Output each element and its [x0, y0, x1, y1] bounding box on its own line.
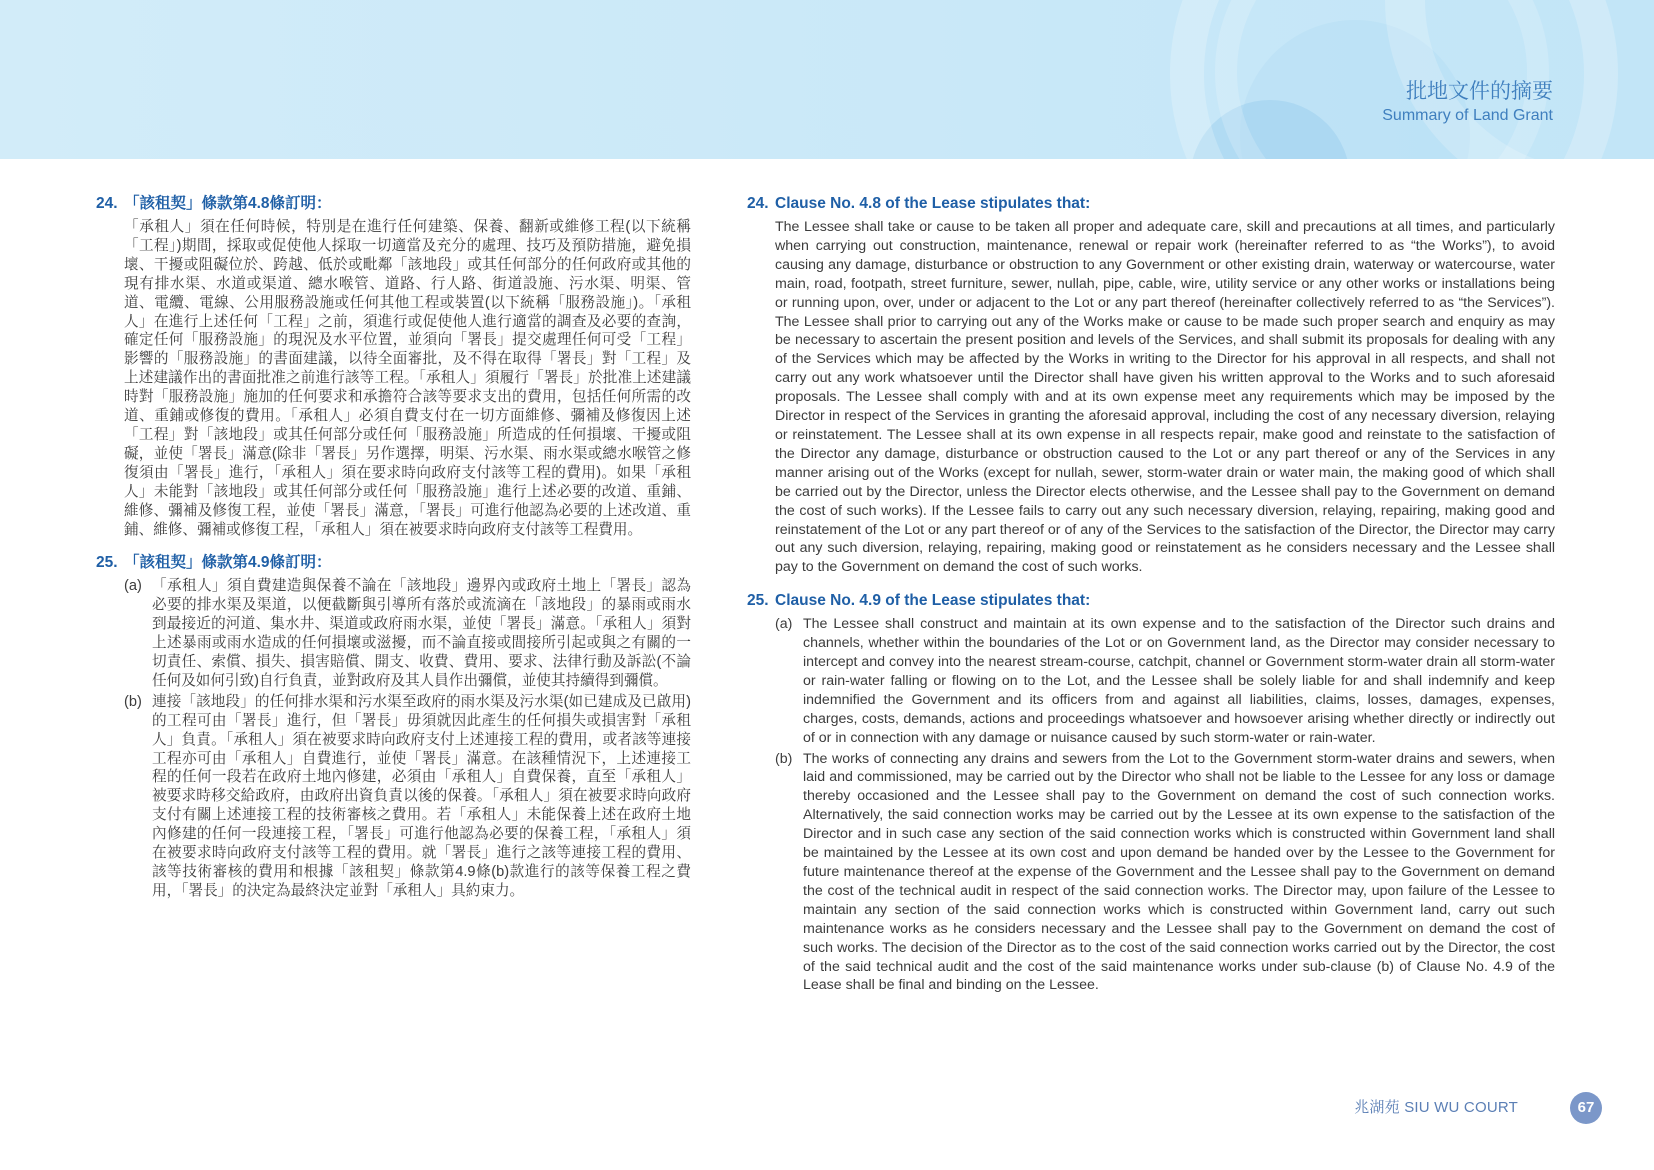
subclause-text: 「承租人」須自費建造與保養不論在「該地段」邊界內或政府土地上「署長」認為必要的排水渠及渠道，以便截斷與引導所有落於或流滴在「該地段」的暴雨或雨水到最接近的河道、集水井、渠道或政府雨水渠，並使「署長」滿意。「承租人」須對上述暴雨或雨水造成的任何損壞或滋擾，而不論直接或間接所引起或與之有關的一切責任、索償、損失、損害賠償、開支、收費、費用、要求、法律行動及訴訟(不論任何及如何引致)自行負責，並對政府及其人員作出彌償，並使其持續得到彌償。: [152, 578, 691, 689]
subclause-label: (b): [124, 693, 142, 710]
subclause-b-en: [775, 750, 1555, 996]
section-heading-25-zh: [96, 553, 691, 573]
page-number-badge: 67: [1570, 1092, 1602, 1124]
subclause-text: The Lessee shall construct and maintain at its own expense and to the satisfaction of the Director such drains and channels, whether within the boundaries of the Lot or on Government land, as the Director may consider necessary to intercept and convey into the nearest stream-course, catchpit, channel or Government storm-water drain all storm-water or rain-water falling or flowing on to the Lot, and the Lessee shall be solely liable for and shall indemnify and keep indemnified the Government and its officers from and against all liabilities, claims, losses, damages, expenses, charges, costs, demands, actions and proceedings whatsoever and howsoever arising whether directly or indirectly out of or in connection with any damage or nuisance caused by such storm-water or rain-water.: [803, 616, 1555, 746]
subclause-label: (b): [775, 750, 793, 767]
subclause-b-zh: [124, 693, 691, 901]
section-number: 24.: [96, 195, 118, 212]
subclause-label: (a): [775, 616, 793, 633]
footer-project-name: 兆湖苑 SIU WU COURT: [1354, 1099, 1518, 1116]
section-heading-24-zh: [96, 194, 691, 214]
subclause-label: (a): [124, 578, 142, 595]
subclause-text: The works of connecting any drains and sewers from the Lot to the Government storm-water drains and sewers, when laid and commissioned, may be carried out by the Director who shall not be liable to the Lessee for any loss or damage thereby occasioned and the Lessee shall pay to the Government on demand the cost of such connection works. Alternatively, the said connection works may be carried out by the Lessee at its own expense to the satisfaction of the Director and in such case any section of the said connection works which is constructed within Government land shall be maintained by the Lessee at its own cost and upon demand be handed over by the Lessee to the Government for future maintenance thereof at the expense of the Government and the Lessee shall pay to the Government on demand the cost of the technical audit in respect of the said connection works. The Director may, upon failure of the Lessee to maintain any section of the said connection works which is constructed within Government land, carry out such maintenance works as he considers necessary and the Lessee shall pay to the Government on demand the cost of such works. The decision of the Director as to the cost of the said connection works carried out by the Director, the cost of the said technical audit and the cost of the said maintenance works under sub-clause (b) of Clause No. 4.9 of the Lease shall be final and binding on the Lessee.: [803, 750, 1555, 994]
subclause-a-en: [775, 615, 1555, 747]
section-number: 24.: [747, 195, 769, 212]
section-heading-25-en: [747, 591, 1555, 611]
chinese-column: [96, 194, 691, 903]
header-title-en: Summary of Land Grant: [1382, 107, 1553, 124]
section-title: 「該租契」條款第4.9條訂明：: [124, 554, 332, 572]
section-number: 25.: [747, 592, 769, 610]
subclause-a-zh: [124, 577, 691, 690]
section-number: 25.: [96, 554, 118, 572]
header-title-zh: 批地文件的摘要: [1406, 80, 1553, 103]
page-header-banner: [0, 0, 1654, 159]
section-body-24-en: The Lessee shall take or cause to be taken all proper and adequate care, skill and precautions at all times, and particularly when carrying out construction, maintenance, renewal or repair work (hereinafter referred to as “the Works”), to avoid causing any damage, disturbance or obstruction to any Government or other existing drain, waterway or watercourse, water main, road, footpath, street furniture, sewer, nullah, pipe, cable, wire, utility service or any other works or installations being or running upon, over, under or adjacent to the Lot or any part thereof (hereinafter collectively referred to as “the Services”). The Lessee shall prior to carrying out any of the Works make or cause to be made such proper search and enquiry as may be necessary to ascertain the present position and levels of the Services, and shall submit its proposals for dealing with any of the Services which may be affected by the Works in writing to the Director for his approval in all respects, and shall not carry out any work whatsoever until the Director shall have given his written approval to the Works and to such aforesaid proposals. The Lessee shall comply with and at its own expense meet any requirements which may be imposed by the Director in respect of the Services in granting the aforesaid approval, including the cost of any necessary diversion, relaying or reinstatement. The Lessee shall at its own expense in all respects repair, make good and reinstate to the satisfaction of the Director any damage, disturbance or obstruction caused to the Lot or any part thereof or any of the Services in any manner arising out of the Works (except for nullah, sewer, storm-water drain or water main, the making good of which shall be carried out by the Director, unless the Director elects otherwise, and the Lessee shall pay to the Government on demand the cost of such works). If the Lessee fails to carry out any such necessary diversion, relaying, repairing, making good and reinstatement of the Lot or any part thereof or of any of the Services to the satisfaction of the Director, the Director may carry out any such diversion, relaying, repairing, making good or reinstatement as he considers necessary and the Lessee shall pay to the Government on demand the cost of such works.: [775, 219, 1555, 576]
section-title: Clause No. 4.9 of the Lease stipulates that:: [775, 592, 1091, 610]
section-title: Clause No. 4.8 of the Lease stipulates that:: [775, 195, 1091, 212]
section-heading-24-en: [747, 194, 1555, 214]
subclause-text: 連接「該地段」的任何排水渠和污水渠至政府的雨水渠及污水渠(如已建成及已啟用)的工程可由「署長」進行，但「署長」毋須就因此產生的任何損失或損害對「承租人」負責。「承租人」須在被要求時向政府支付上述連接工程的費用，或者該等連接工程亦可由「承租人」自費進行，並使「署長」滿意。在該種情況下，上述連接工程的任何一段若在政府土地內修建，必須由「承租人」自費保養，直至「承租人」被要求時移交給政府，由政府出資負責以後的保養。「承租人」須在被要求時向政府支付有關上述連接工程的技術審核之費用。若「承租人」未能保養上述在政府土地內修建的任何一段連接工程，「署長」可進行他認為必要的保養工程，「承租人」須在被要求時向政府支付該等工程的費用。就「署長」進行之該等連接工程的費用、該等技術審核的費用和根據「該租契」條款第4.9條(b)款進行的該等保養工程之費用，「署長」的決定為最終決定並對「承租人」具約束力。: [152, 693, 691, 899]
section-title: 「該租契」條款第4.8條訂明：: [124, 195, 332, 212]
english-column: [747, 194, 1555, 997]
section-body-24-zh: 「承租人」須在任何時候，特別是在進行任何建築、保養、翻新或維修工程(以下統稱「工程」)期間，採取或促使他人採取一切適當及充分的處理、技巧及預防措施，避免損壞、干擾或阻礙位於、跨越、低於或毗鄰「該地段」或其任何部分的任何政府或其他的現有排水渠、水道或渠道、總水喉管、道路、行人路、街道設施、污水渠、明渠、管道、電纜、電線、公用服務設施或任何其他工程或裝置(以下統稱「服務設施」)。「承租人」在進行上述任何「工程」之前，須進行或促使他人進行適當的調查及必要的查詢，確定任何「服務設施」的現況及水平位置，並須向「署長」提交處理任何可受「工程」影響的「服務設施」的書面建議，以待全面審批，及不得在取得「署長」對「工程」及上述建議作出的書面批准之前進行該等工程。「承租人」須履行「署長」於批准上述建議時對「服務設施」施加的任何要求和承擔符合該等要求支出的費用，包括任何所需的改道、重鋪或修復的費用。「承租人」必須自費支付在一切方面維修、彌補及修復因上述「工程」對「該地段」或其任何部分或任何「服務設施」所造成的任何損壞、干擾或阻礙，並使「署長」滿意(除非「署長」另作選擇，明渠、污水渠、雨水渠或總水喉管之修復須由「署長」進行，「承租人」須在要求時向政府支付該等工程的費用)。如果「承租人」未能對「該地段」或其任何部分或任何「服務設施」進行上述必要的改道、重鋪、維修、彌補及修復工程，並使「署長」滿意，「署長」可進行他認為必要的上述改道、重鋪、維修、彌補或修復工程，「承租人」須在被要求時向政府支付該等工程費用。: [124, 219, 691, 538]
